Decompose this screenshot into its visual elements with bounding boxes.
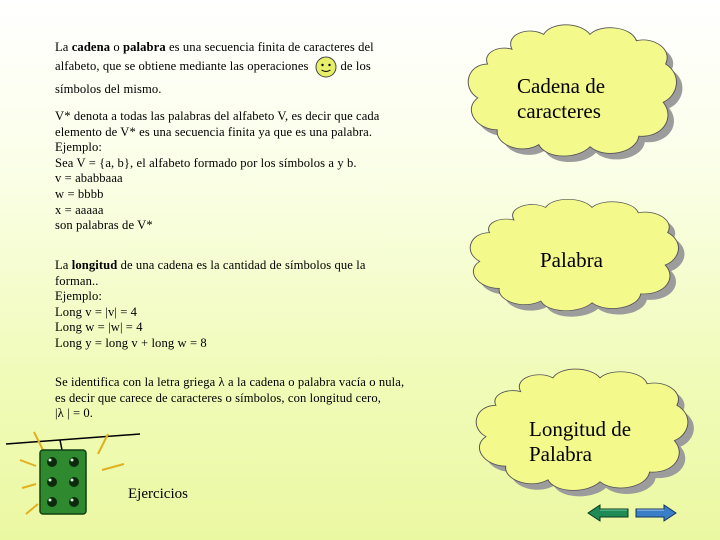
cloud-cadena-line1: Cadena de	[517, 74, 606, 98]
text-line: símbolos del mismo.	[55, 82, 162, 97]
text-line: forman..	[55, 273, 99, 288]
cloud-cadena-line2: caracteres	[517, 99, 601, 123]
text-line: elemento de V* es una secuencia finita ya que es una palabra.	[55, 124, 373, 139]
text-line: V* denota a todas las palabras del alfabeto V, es decir que cada	[55, 109, 380, 123]
text-line: son palabras de V*	[55, 218, 153, 233]
term-palabra: palabra	[123, 40, 166, 54]
text-fragment: de los	[340, 58, 371, 73]
forward-arrow-icon[interactable]	[634, 503, 678, 523]
text-line: es decir que carece de caracteres o símbolos, con longitud cero,	[55, 390, 381, 405]
term-cadena: cadena	[71, 40, 111, 54]
cloud-palabra-label[interactable]: Palabra	[540, 248, 603, 272]
cloud-longitud-line1: Longitud de	[529, 417, 632, 441]
traffic-light-icon[interactable]	[4, 422, 144, 522]
definition-lambda	[55, 375, 404, 422]
text-line: w = bbbb	[55, 186, 104, 201]
text-line: Long w = |w| = 4	[55, 320, 143, 335]
text-line: Sea V = {a, b}, el alfabeto formado por los símbolos a y b.	[55, 155, 357, 170]
definition-v-star	[55, 109, 380, 234]
text-fragment: es una secuencia finita de caracteres del	[165, 40, 374, 54]
text-fragment: alfabeto, que se obtiene mediante las operaciones	[55, 58, 309, 73]
text-line: |λ | = 0.	[55, 406, 94, 421]
text-line: x = aaaaa	[55, 202, 104, 217]
ejercicios-link[interactable]: Ejercicios	[128, 486, 188, 502]
definition-longitud	[55, 258, 366, 352]
text-line: v = ababbaaa	[55, 171, 123, 186]
definition-cadena	[55, 40, 374, 98]
text-line: Ejemplo:	[55, 289, 102, 304]
text-fragment: de una cadena es la cantidad de símbolos que la	[117, 258, 366, 272]
text-fragment: o	[110, 40, 124, 54]
text-fragment: La	[55, 40, 72, 54]
text-line: Long v = |v| = 4	[55, 304, 138, 319]
cloud-longitud-label[interactable]	[529, 417, 631, 467]
smiley-face-icon[interactable]	[315, 56, 337, 83]
back-arrow-icon[interactable]	[586, 503, 630, 523]
term-longitud: longitud	[71, 258, 118, 272]
text-line: Ejemplo:	[55, 140, 102, 155]
text-line: Se identifica con la letra griega λ a la cadena o palabra vacía o nula,	[55, 375, 405, 389]
text-line: Long y = long v + long w = 8	[55, 335, 207, 350]
text-fragment: La	[55, 258, 72, 272]
cloud-cadena-label[interactable]	[517, 74, 605, 124]
cloud-longitud-line2: Palabra	[529, 442, 592, 466]
